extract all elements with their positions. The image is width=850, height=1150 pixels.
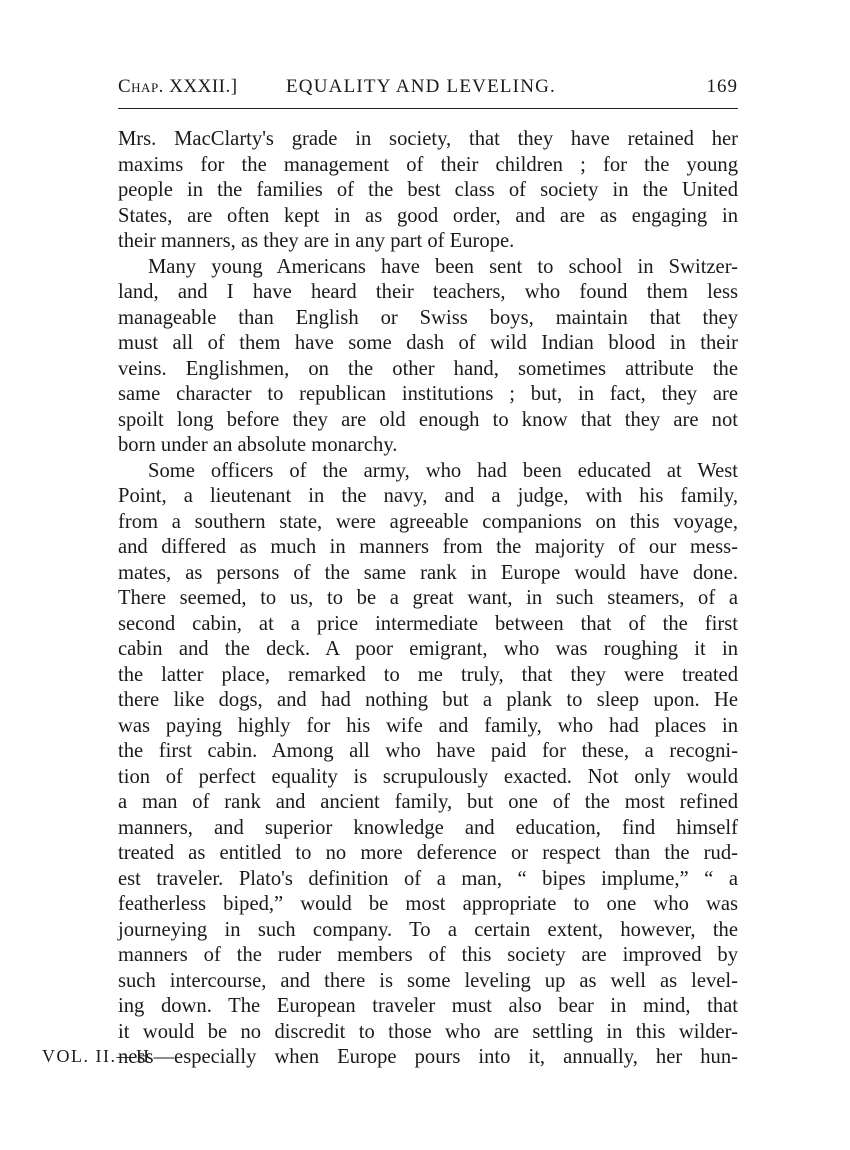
text-line: spoilt long before they are old enough to know that they are not <box>118 408 738 431</box>
text-line: Point, a lieutenant in the navy, and a judge, with his family, <box>118 485 738 507</box>
text-line: maxims for the management of their children ; for the young <box>118 153 738 176</box>
text-line: There seemed, to us, to be a great want, in such steamers, of a <box>118 587 738 609</box>
text-line: Many young Americans have been sent to school in Switzer- <box>148 255 738 278</box>
text-line: treated as entitled to no more deference or respect than the rud- <box>118 842 738 864</box>
text-line: cabin and the deck. A poor emigrant, who was roughing it in <box>118 638 738 660</box>
running-header <box>118 70 738 106</box>
text-line: manageable than English or Swiss boys, maintain that they <box>118 306 738 329</box>
text-line: born under an absolute monarchy. <box>118 434 398 456</box>
chapter-label: Chap. XXXII.] <box>118 76 238 97</box>
text-line: same character to republican institutions ; but, in fact, they are <box>118 383 738 405</box>
text-line: was paying highly for his wife and family, who had places in <box>118 714 738 737</box>
text-line: ness—especially when Europe pours into it, annually, her hun- <box>118 1046 738 1068</box>
text-line: est traveler. Plato's definition of a man, “ bipes implume,” “ a <box>118 867 738 890</box>
text-line: tion of perfect equality is scrupulously exacted. Not only would <box>118 765 738 788</box>
header-rule <box>118 108 738 109</box>
text-line: Mrs. MacClarty's grade in society, that they have retained her <box>118 128 738 150</box>
text-line: from a southern state, were agreeable companions on this voyage, <box>118 510 738 533</box>
text-line: it would be no discredit to those who are settling in this wilder- <box>118 1020 738 1043</box>
text-line: and differed as much in manners from the majority of our mess- <box>118 536 738 558</box>
text-line: States, are often kept in as good order, and are as engaging in <box>118 204 738 227</box>
text-line: the latter place, remarked to me truly, that they were treated <box>118 663 738 686</box>
text-line: must all of them have some dash of wild Indian blood in their <box>118 332 738 354</box>
text-line: the first cabin. Among all who have paid for these, a recogni- <box>118 740 738 762</box>
text-line: their manners, as they are in any part of Europe. <box>118 230 515 252</box>
signature-mark: VOL. II.—H <box>42 1046 151 1066</box>
text-line: land, and I have heard their teachers, who found them less <box>118 281 738 303</box>
book-page <box>118 70 738 1068</box>
text-line: Some officers of the army, who had been educated at West <box>148 459 738 482</box>
text-line: manners of the ruder members of this society are improved by <box>118 944 738 966</box>
text-line: featherless biped,” would be most appropriate to one who was <box>118 893 738 915</box>
body-text <box>118 127 738 1071</box>
text-line: there like dogs, and had nothing but a plank to sleep upon. He <box>118 689 738 711</box>
text-line: a man of rank and ancient family, but one of the most refined <box>118 791 738 813</box>
text-line: veins. Englishmen, on the other hand, sometimes attribute the <box>118 357 738 380</box>
text-line: manners, and superior knowledge and education, find himself <box>118 816 738 839</box>
text-line: ing down. The European traveler must also bear in mind, that <box>118 995 738 1017</box>
text-line: mates, as persons of the same rank in Europe would have done. <box>118 561 738 584</box>
running-title: EQUALITY AND LEVELING. <box>286 76 557 97</box>
page-number: 169 <box>706 76 738 97</box>
text-line: second cabin, at a price intermediate between that of the first <box>118 612 738 635</box>
text-line: journeying in such company. To a certain extent, however, the <box>118 918 738 941</box>
text-line: such intercourse, and there is some leveling up as well as level- <box>118 969 738 992</box>
text-line: people in the families of the best class of society in the United <box>118 179 738 201</box>
